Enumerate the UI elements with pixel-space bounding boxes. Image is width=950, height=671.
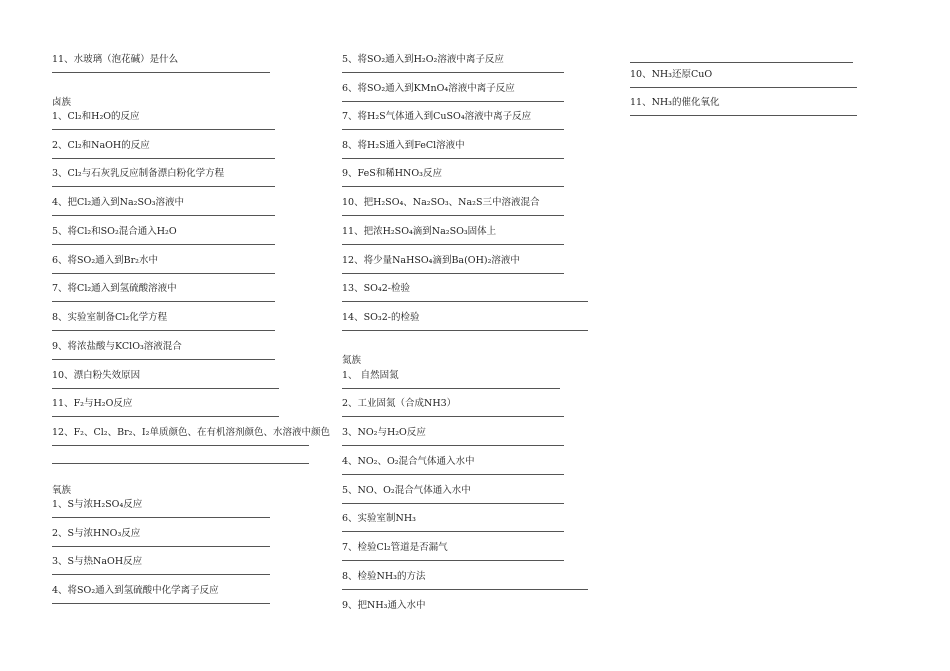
answer-line[interactable]: [52, 546, 270, 547]
answer-line[interactable]: [52, 301, 275, 302]
question-text: 12、将少量NaHSO₄滴到Ba(OH)₂溶液中: [342, 255, 520, 266]
answer-line[interactable]: [52, 359, 275, 360]
question-text: 11、水玻璃（泡花碱）是什么: [52, 54, 179, 65]
answer-line[interactable]: [52, 72, 270, 73]
question-text: 10、漂白粉失效原因: [52, 370, 141, 381]
answer-line[interactable]: [52, 158, 275, 159]
answer-line[interactable]: [342, 72, 564, 73]
question-text: 7、将Cl₂通入到氢硫酸溶液中: [52, 283, 177, 294]
answer-line[interactable]: [342, 503, 564, 504]
question-text: 6、将SO₂通入到Br₂水中: [52, 255, 158, 266]
answer-line[interactable]: [342, 388, 560, 389]
answer-line[interactable]: [52, 463, 309, 464]
question-text: 10、NH₃还原CuO: [630, 69, 713, 80]
question-text: 6、实验室制NH₃: [342, 513, 416, 524]
answer-line[interactable]: [52, 330, 275, 331]
question-text: 4、将SO₂通入到氢硫酸中化学离子反应: [52, 585, 219, 596]
question-text: 11、F₂与H₂O反应: [52, 398, 133, 409]
question-text: 2、工业固氮（合成NH3）: [342, 398, 457, 409]
answer-line[interactable]: [52, 129, 275, 130]
question-text: 13、SO₄2-检验: [342, 283, 410, 294]
question-text: 7、检验Cl₂管道是否漏气: [342, 542, 448, 553]
answer-line[interactable]: [342, 445, 564, 446]
question-text: 3、S与热NaOH反应: [52, 556, 143, 567]
answer-line[interactable]: [342, 474, 564, 475]
question-text: 8、实验室制备Cl₂化学方程: [52, 312, 168, 323]
section-heading-halogen: 卤族: [52, 97, 72, 108]
question-text: 12、F₂、Cl₂、Br₂、I₂单质颜色、在有机溶剂颜色、水溶液中颜色: [52, 427, 330, 438]
section-heading-oxygen: 氧族: [52, 485, 72, 496]
question-text: 2、S与浓HNO₃反应: [52, 528, 141, 539]
answer-line[interactable]: [52, 603, 270, 604]
answer-line[interactable]: [52, 215, 275, 216]
answer-line[interactable]: [342, 273, 564, 274]
answer-line[interactable]: [52, 273, 275, 274]
answer-line[interactable]: [630, 115, 857, 116]
question-text: 8、将H₂S通入到FeCl溶液中: [342, 140, 465, 151]
question-text: 9、把NH₃通入水中: [342, 600, 426, 611]
question-text: 11、NH₃的催化氧化: [630, 97, 720, 108]
answer-line[interactable]: [342, 589, 588, 590]
question-text: 8、检验NH₃的方法: [342, 571, 426, 582]
answer-line[interactable]: [630, 62, 853, 63]
question-text: 6、将SO₂通入到KMnO₄溶液中离子反应: [342, 83, 515, 94]
answer-line[interactable]: [342, 244, 564, 245]
question-text: 14、SO₃2-的检验: [342, 312, 420, 323]
question-text: 7、将H₂S气体通入到CuSO₄溶液中离子反应: [342, 111, 532, 122]
answer-line[interactable]: [342, 416, 564, 417]
answer-line[interactable]: [342, 560, 564, 561]
answer-line[interactable]: [630, 87, 857, 88]
question-text: 9、FeS和稀HNO₃反应: [342, 168, 442, 179]
question-text: 1、S与浓H₂SO₄反应: [52, 499, 143, 510]
answer-line[interactable]: [52, 445, 309, 446]
question-text: 4、把Cl₂通入到Na₂SO₃溶液中: [52, 197, 185, 208]
answer-line[interactable]: [342, 330, 588, 331]
question-text: 5、NO、O₂混合气体通入水中: [342, 485, 471, 496]
section-heading-nitrogen: 氮族: [342, 355, 362, 366]
answer-line[interactable]: [342, 531, 564, 532]
question-text: 4、NO₂、O₂混合气体通入水中: [342, 456, 475, 467]
answer-line[interactable]: [52, 186, 275, 187]
question-text: 3、Cl₂与石灰乳反应制备漂白粉化学方程: [52, 168, 225, 179]
question-text: 1、Cl₂和H₂O的反应: [52, 111, 140, 122]
question-text: 3、NO₂与H₂O反应: [342, 427, 426, 438]
answer-line[interactable]: [342, 186, 564, 187]
answer-line[interactable]: [342, 301, 588, 302]
question-text: 2、Cl₂和NaOH的反应: [52, 140, 150, 151]
question-text: 5、将Cl₂和SO₂混合通入H₂O: [52, 226, 177, 237]
answer-line[interactable]: [52, 574, 270, 575]
answer-line[interactable]: [52, 244, 275, 245]
question-text: 5、将SO₂通入到H₂O₂溶液中离子反应: [342, 54, 504, 65]
answer-line[interactable]: [342, 215, 564, 216]
question-text: 1、 自然固氮: [342, 370, 399, 381]
answer-line[interactable]: [342, 158, 564, 159]
answer-line[interactable]: [342, 101, 564, 102]
question-text: 11、把浓H₂SO₄滴到Na₂SO₃固体上: [342, 226, 497, 237]
question-text: 9、将浓盐酸与KClO₃溶液混合: [52, 341, 182, 352]
question-text: 10、把H₂SO₄、Na₂SO₃、Na₂S三中溶液混合: [342, 197, 540, 208]
answer-line[interactable]: [342, 129, 564, 130]
answer-line[interactable]: [52, 517, 270, 518]
answer-line[interactable]: [52, 388, 279, 389]
answer-line[interactable]: [52, 416, 279, 417]
